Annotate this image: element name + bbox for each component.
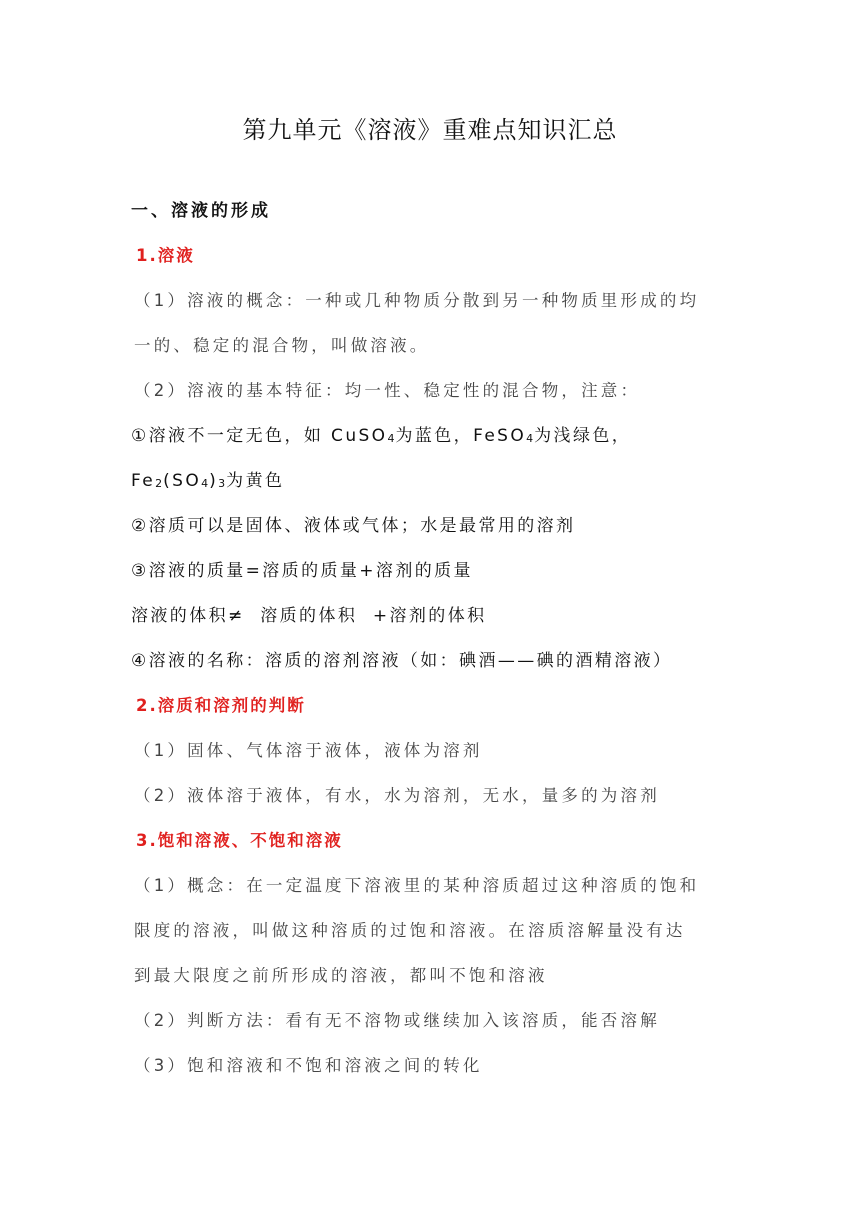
subsection-heading-solution: 1.溶液 <box>136 246 195 265</box>
subscript: 2 <box>155 477 164 490</box>
paragraph-judgement-method: （2）判断方法：看有无不溶物或继续加入该溶质，能否溶解 <box>134 1011 660 1030</box>
subscript: 3 <box>218 477 227 490</box>
formula-part: Fe <box>131 471 156 491</box>
paragraph-conversion: （3）饱和溶液和不饱和溶液之间的转化 <box>134 1056 483 1075</box>
note-solution-naming: ④溶液的名称：溶质的溶剂溶液（如：碘酒——碘的酒精溶液） <box>131 651 673 671</box>
note-solute-states: ②溶质可以是固体、液体或气体；水是最常用的溶剂 <box>131 516 576 536</box>
subscript: 4 <box>387 432 396 445</box>
subscript: 4 <box>526 432 535 445</box>
note-solution-color-mid: 为蓝色，FeSO <box>395 426 527 446</box>
note-solution-color <box>131 424 631 450</box>
paragraph-solvent-rule-2: （2）液体溶于液体，有水，水为溶剂，无水，量多的为溶剂 <box>134 786 660 805</box>
note-solution-color-prefix: ①溶液不一定无色，如 CuSO <box>131 426 388 446</box>
paragraph-solvent-rule-1: （1）固体、气体溶于液体，液体为溶剂 <box>134 741 483 760</box>
paragraph-saturated-concept-line2: 限度的溶液，叫做这种溶质的过饱和溶液。在溶质溶解量没有达 <box>134 921 686 940</box>
paragraph-solution-concept-line1: （1）溶液的概念：一种或几种物质分散到另一种物质里形成的均 <box>134 291 700 310</box>
paragraph-solution-features: （2）溶液的基本特征：均一性、稳定性的混合物，注意： <box>134 381 641 400</box>
subscript: 4 <box>201 477 210 490</box>
note-solution-color-continued <box>131 469 284 495</box>
document-title: 第九单元《溶液》重难点知识汇总 <box>242 116 618 144</box>
subsection-heading-saturated: 3.饱和溶液、不饱和溶液 <box>136 831 343 850</box>
paragraph-saturated-concept-line1: （1）概念：在一定温度下溶液里的某种溶质超过这种溶质的饱和 <box>134 876 700 895</box>
paragraph-saturated-concept-line3: 到最大限度之前所形成的溶液，都叫不饱和溶液 <box>134 966 548 985</box>
formula-part: 为黄色 <box>226 471 285 491</box>
note-solution-color-suffix: 为浅绿色， <box>534 426 632 446</box>
note-solution-volume: 溶液的体积≠ 溶质的体积 +溶剂的体积 <box>131 606 487 626</box>
section-heading-solution-formation: 一、溶液的形成 <box>131 201 271 221</box>
subsection-heading-solute-solvent: 2.溶质和溶剂的判断 <box>136 696 306 715</box>
formula-part: (SO <box>163 471 202 491</box>
note-solution-mass: ③溶液的质量=溶质的质量+溶剂的质量 <box>131 561 473 581</box>
formula-part: ) <box>209 471 219 491</box>
paragraph-solution-concept-line2: 一的、稳定的混合物，叫做溶液。 <box>134 336 430 355</box>
